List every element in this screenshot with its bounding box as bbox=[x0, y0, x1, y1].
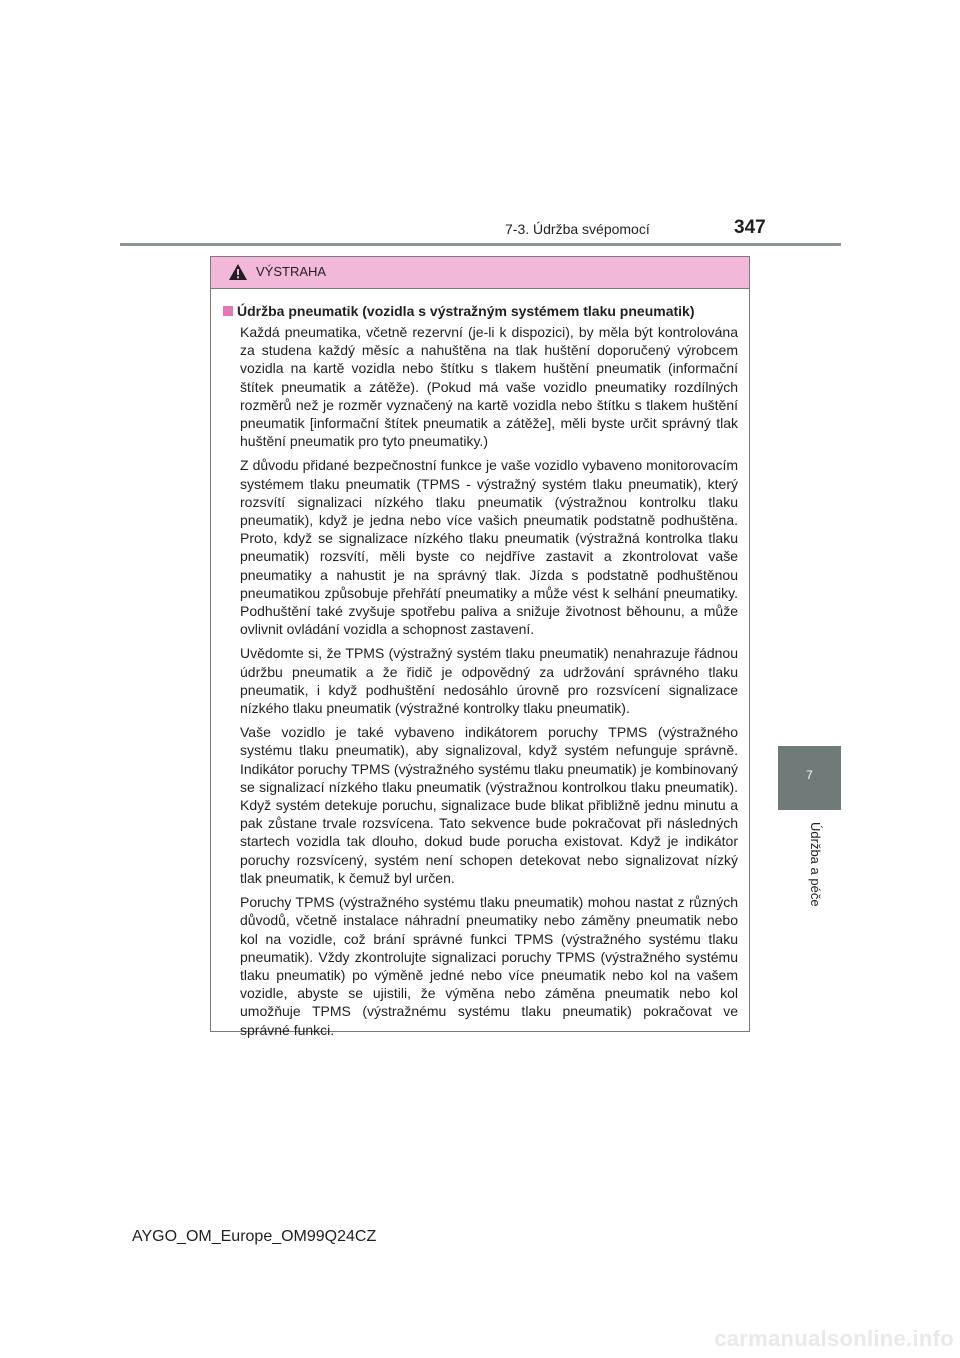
section-title: 7-3. Údržba svépomocí bbox=[505, 221, 650, 237]
warning-subheading bbox=[223, 301, 738, 321]
warning-paragraph: Poruchy TPMS (výstražného systému tlaku pneumatik) mohou nastat z různých důvodů, včetně instalace náhradní pneumatiky nebo záměny pneumatik nebo kol na vozidle, což brání správné funkci TPMS (výstražného systému tlaku pneumatik). Vždy zkontrolujte signalizaci poruchy TPMS (výstražného systému tlaku pneumatik) po výměně jedné nebo více pneumatik nebo kol na vašem vozidle, abyste se ujistili, že výměna nebo záměna pneumatik nebo kol umožňuje TPMS (výstražnému systému tlaku pneumatik) pokračovat ve správné funkci. bbox=[240, 894, 738, 1038]
warning-paragraph: Uvědomte si, že TPMS (výstražný systém tlaku pneumatik) nenahrazuje řádnou údržbu pneumatik a že řidič je odpovědný za udržování správného tlaku pneumatik, i když podhuštění nedosáhlo úrovně pro rozsvícení signalizace nízkého tlaku pneumatik (výstražné kontrolky tlaku pneumatik). bbox=[240, 645, 738, 717]
warning-body bbox=[211, 289, 749, 1039]
chapter-number: 7 bbox=[806, 768, 813, 782]
warning-subheading-text: Údržba pneumatik (vozidla s výstražným systémem tlaku pneumatik) bbox=[237, 303, 695, 319]
warning-box bbox=[210, 256, 750, 1038]
chapter-tab bbox=[778, 746, 841, 810]
warning-paragraph: Vaše vozidlo je také vybaveno indikátorem poruchy TPMS (výstražného systému tlaku pneumatik), aby signalizoval, když systém nefunguje správně. Indikátor poruchy TPMS (výstražného systému tlaku pneumatik) je kombinovaný se signalizací nízkého tlaku pneumatik (výstražnou kontrolkou tlaku pneumatik). Když systém detekuje poruchu, signalizace bude blikat přibližně jednu minutu a pak zůstane trvale rozsvícena. Tato sekvence bude pokračovat při následných startech vozidla tak dlouho, dokud bude porucha existovat. Když je indikátor poruchy rozsvícený, systém není schopen detekovat nebo signalizovat nízký tlak pneumatik, k čemuž byl určen. bbox=[240, 724, 738, 886]
bullet-square-icon bbox=[223, 306, 233, 316]
page-number: 347 bbox=[734, 217, 766, 238]
header-rule bbox=[120, 243, 841, 246]
warning-triangle-icon bbox=[228, 263, 248, 281]
warning-paragraph: Každá pneumatika, včetně rezervní (je-li k dispozici), by měla být kontrolována za studena každý měsíc a nahuštěna na tlak huštění doporučený výrobcem vozidla na kartě vozidla nebo štítku s tlakem huštění pneumatik (informační štítek pneumatik a zátěže). (Pokud má vaše vozidlo pneumatiky rozdílných rozměrů než je rozměr vyznačený na kartě vozidla nebo štítku s tlakem huštění pneumatik [informační štítek pneumatik a zátěže], měli byste určit správný tlak huštění pneumatik pro tyto pneumatiky.) bbox=[240, 324, 738, 450]
warning-paragraph: Z důvodu přidané bezpečnostní funkce je vaše vozidlo vybaveno monitorovacím systémem tlaku pneumatik (TPMS - výstražný systém tlaku pneumatik), který rozsvítí signalizaci nízkého tlaku pneumatik (výstražnou kontrolku tlaku pneumatik), když je jedna nebo více vašich pneumatik podstatně podhuštěna. Proto, když se signalizace nízkého tlaku pneumatik (výstražná kontrolka tlaku pneumatik) rozsvítí, měli byste co nejdříve zastavit a zkontrolovat vaše pneumatiky a nahustit je na správný tlak. Jízda s podstatně podhuštěnou pneumatikou způsobuje přehřátí pneumatiky a může vést k selhání pneumatiky. Podhuštění také zvyšuje spotřebu paliva a snižuje životnost běhounu, a může ovlivnit ovládání vozidla a schopnost zastavení. bbox=[240, 457, 738, 638]
warning-title: VÝSTRAHA bbox=[256, 264, 327, 279]
chapter-label: Údržba a péče bbox=[808, 822, 823, 907]
watermark: carmanualsonline.info bbox=[714, 1326, 954, 1351]
document-code: AYGO_OM_Europe_OM99Q24CZ bbox=[132, 1228, 377, 1245]
warning-header bbox=[211, 257, 749, 289]
